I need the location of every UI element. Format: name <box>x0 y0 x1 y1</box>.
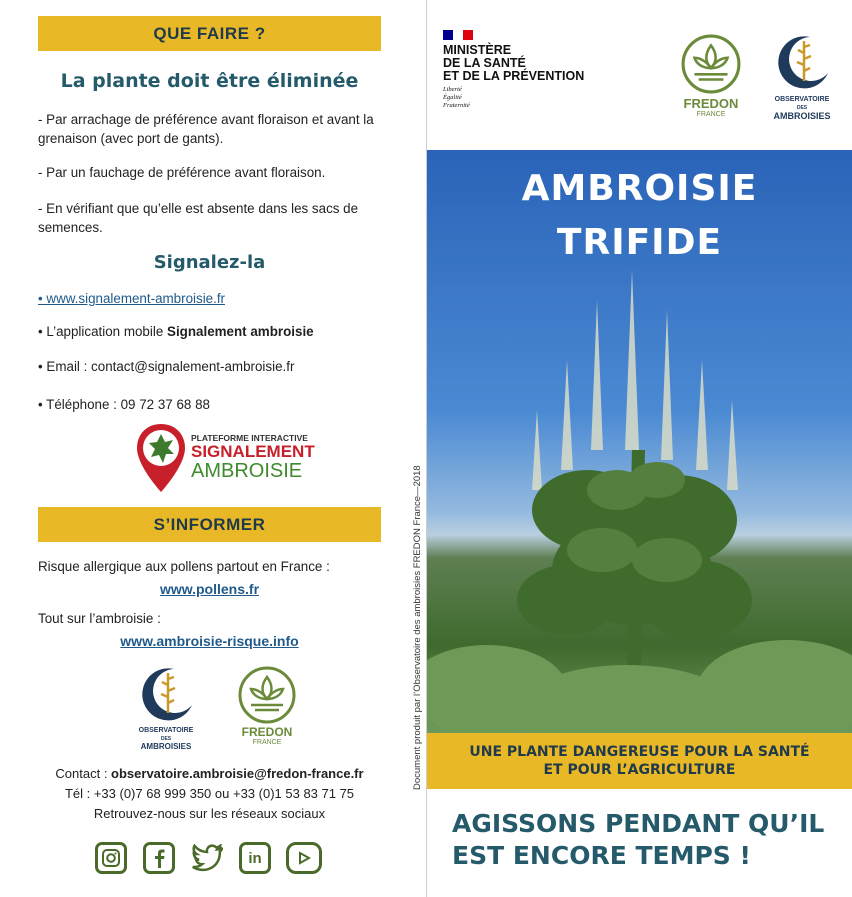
motto-line2: Égalité <box>443 94 462 101</box>
signal-app <box>38 322 383 341</box>
vertical-credit: Document produit par l’Observatoire des ambroisies FREDON France—2018 <box>412 465 423 790</box>
action-item-3: - En vérifiant que qu’elle est absente dans les sacs de semences. <box>38 201 359 235</box>
signal-email[interactable]: • Email : contact@signalement-ambroisie.fr <box>38 359 295 374</box>
band-line1: UNE PLANTE DANGEREUSE POUR LA SANTÉ <box>469 744 810 760</box>
contact-social: Retrouvez-nous sur les réseaux sociaux <box>93 806 326 821</box>
platform-logo-line3: AMBROISIE <box>191 460 303 482</box>
ministry-line1: MINISTÈRE <box>443 43 512 57</box>
fredon-logo-right <box>677 33 745 123</box>
right-panel <box>427 0 852 897</box>
que-faire-banner <box>38 16 381 51</box>
signal-app-name: Signalement ambroisie <box>167 324 314 339</box>
observatoire-logo <box>130 665 202 750</box>
ambroisie-risque-link[interactable]: www.ambroisie-risque.info <box>120 633 299 649</box>
fredon-left-line1: FREDON <box>241 725 293 739</box>
contact-phone: Tél : +33 (0)7 68 999 350 ou +33 (0)1 53 83 71 75 <box>64 786 355 801</box>
band-line2: ET POUR L’AGRICULTURE <box>543 762 736 778</box>
obs-logo-line2: DES <box>160 736 172 742</box>
title-line1: AMBROISIE <box>521 168 758 209</box>
motto-line1: Liberté <box>443 86 462 93</box>
facebook-icon[interactable] <box>143 842 175 874</box>
observatoire-crescent-icon <box>772 33 832 93</box>
platform-logo-line2: SIGNALEMENT <box>191 442 315 461</box>
signal-link[interactable] <box>38 289 383 308</box>
ministry-line3: ET DE LA PRÉVENTION <box>443 69 585 83</box>
fredon-right-line2: FRANCE <box>696 111 726 118</box>
contact-label: Contact : <box>55 766 112 781</box>
signalement-ambroisie-logo <box>135 422 325 494</box>
french-flag-icon <box>443 30 473 40</box>
s-informer-banner <box>38 507 381 542</box>
action-item-2: - Par un fauchage de préférence avant floraison. <box>38 165 326 180</box>
obs-right-text <box>767 96 837 120</box>
signal-app-prefix: • L’application mobile <box>38 324 168 339</box>
platform-logo-line1: PLATEFORME INTERACTIVE <box>191 433 308 443</box>
s-informer-title: S’INFORMER <box>153 514 266 534</box>
signal-phone: • Téléphone : 09 72 37 68 88 <box>38 397 210 412</box>
obs-logo-line1: OBSERVATOIRE <box>138 727 194 734</box>
fredon-left-line2: FRANCE <box>252 739 282 746</box>
heading-eliminee: La plante doit être éliminée <box>60 70 359 92</box>
left-panel <box>0 0 420 897</box>
obs-logo-line3: AMBROISIES <box>140 742 192 751</box>
obs-right-line2: DES <box>796 105 808 111</box>
fredon-logo-left <box>232 665 302 750</box>
ministry-line2: DE LA SANTÉ <box>443 56 526 70</box>
title-line2: TRIFIDE <box>556 222 723 263</box>
ambroisie-photo <box>427 150 852 733</box>
contact-line <box>38 766 381 781</box>
linkedin-icon[interactable]: in <box>239 842 271 874</box>
fredon-lotus-icon <box>237 665 297 725</box>
observatoire-logo-right <box>767 33 837 123</box>
signal-link-text[interactable]: • www.signalement-ambroisie.fr <box>38 291 226 306</box>
map-pin-leaf-icon <box>135 422 187 494</box>
instagram-icon[interactable] <box>95 842 127 874</box>
que-faire-title: QUE FAIRE ? <box>153 23 266 43</box>
observatoire-logo-text <box>130 727 202 751</box>
contact-email[interactable]: observatoire.ambroisie@fredon-france.fr <box>111 766 364 781</box>
fredon-right-line1: FREDON <box>683 96 739 111</box>
twitter-icon[interactable] <box>191 842 223 874</box>
risk-text: Risque allergique aux pollens partout en France : <box>38 559 330 574</box>
observatoire-crescent-icon <box>136 665 196 725</box>
obs-right-line3: AMBROISIES <box>773 111 831 121</box>
heading-signalez: Signalez-la <box>153 252 266 273</box>
slogan-line2: EST ENCORE TEMPS ! <box>452 841 751 870</box>
obs-right-line1: OBSERVATOIRE <box>774 96 830 103</box>
tout-text: Tout sur l’ambroisie : <box>38 611 161 626</box>
action-item-1: - Par arrachage de préférence avant floraison et avant la grenaison (avec port de gants). <box>38 112 374 146</box>
danger-band <box>427 733 852 789</box>
motto-line3: Fraternité <box>443 102 470 109</box>
slogan-line1: AGISSONS PENDANT QU’IL <box>452 809 825 838</box>
ministry-logo <box>443 30 613 110</box>
pollens-link[interactable]: www.pollens.fr <box>159 581 260 597</box>
youtube-icon[interactable] <box>286 842 322 874</box>
fredon-lotus-icon <box>680 33 742 95</box>
